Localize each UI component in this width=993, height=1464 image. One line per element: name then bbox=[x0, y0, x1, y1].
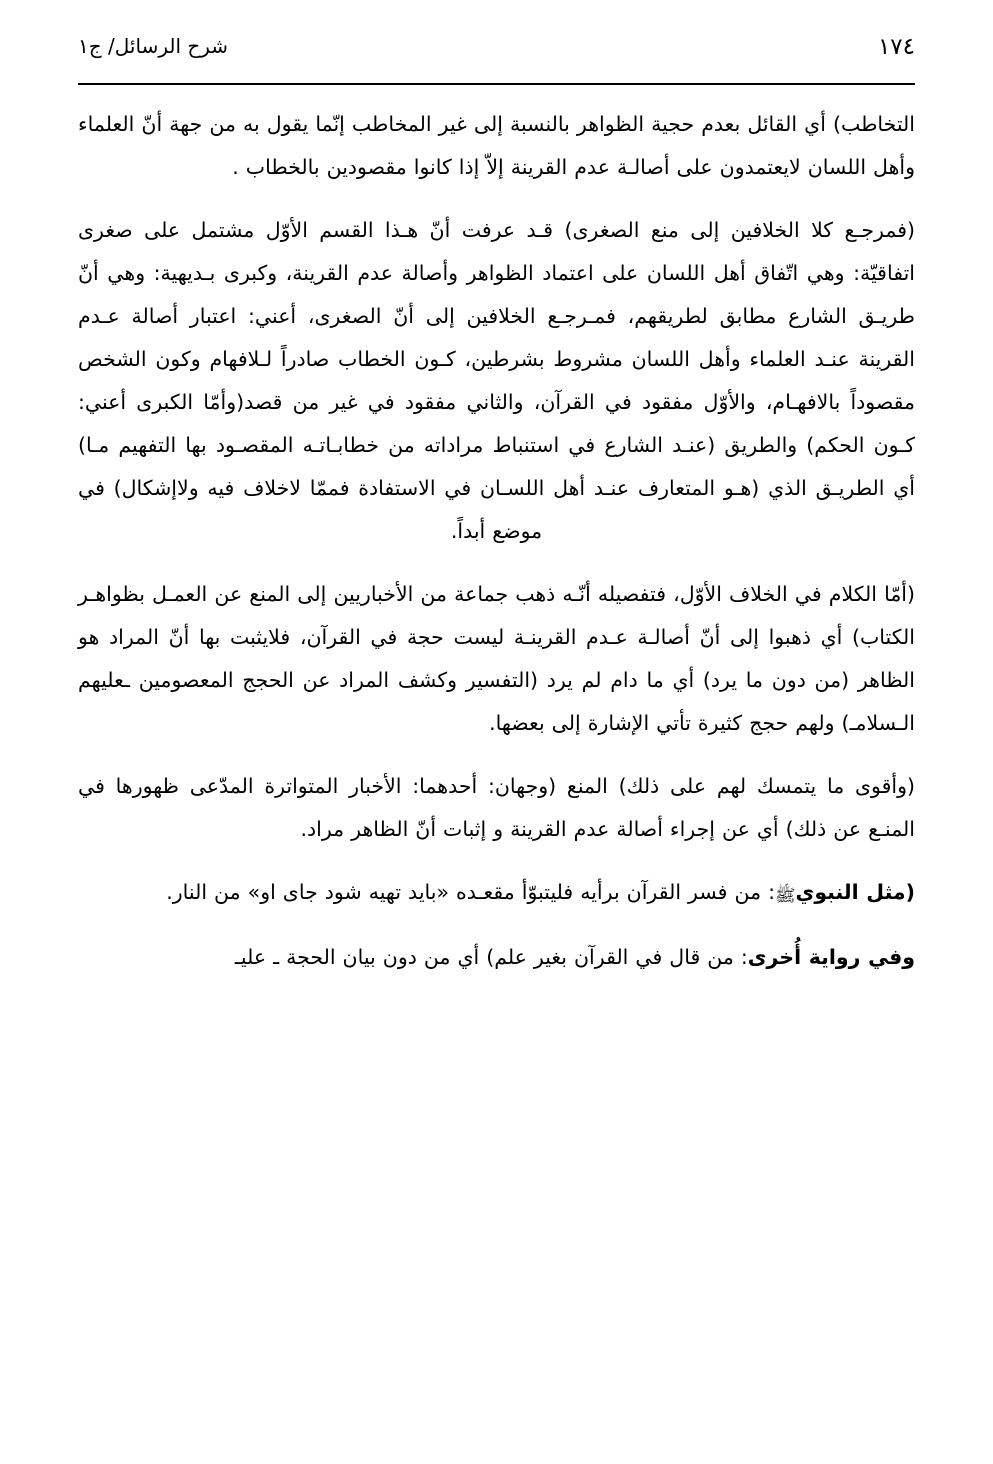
paragraph-3: (أمّا الكلام في الخلاف الأوّل، فتفصيله أنّـه ذهب جماعة من الأخباريين إلى المنع عن العمـل بظواهـر الكتاب) أي ذهبوا إلى أنّ أصالـة عـدم القرينـة ليست حجة في القرآن، فلايثبت بها أنّ المراد هو الظاهر (من دون ما يرد) أي ما دام لم يرد (التفسير وكشف المراد عن الحجج المعصومين ـعليهم الـسلامـ) ولهم حجج كثيرة تأتي الإشارة إلى بعضها. bbox=[78, 582, 915, 735]
page-body bbox=[78, 103, 915, 1444]
book-title: شرح الرسائل/ ج١ bbox=[78, 34, 229, 58]
sallallahu-icon: ﷺ bbox=[774, 886, 796, 906]
page-header bbox=[78, 34, 915, 80]
hadith-2-text: : من قال في القرآن بغير علم) أي من دون بيان الحجة ـ علیـ bbox=[234, 945, 748, 969]
hadith-paragraph-2 bbox=[78, 936, 915, 979]
hadith-1-text: : من فسر القرآن برأيه فليتبوّأ مقعـده «باید تهیه شود جای او» من النار. bbox=[166, 880, 775, 904]
paragraph-1: التخاطب) أي القائل بعدم حجية الظواهر بالنسبة إلى غير المخاطب إنّما يقول به من جهة أنّ العلماء وأهل اللسان لايعتمدون على أصالـة عدم القرينة إلاّ إذا كانوا مقصودين بالخطاب . bbox=[78, 112, 915, 179]
paragraph-4: (وأقوى ما يتمسك لهم على ذلك) المنع (وجهان: أحدهما: الأخبار المتواترة المدّعى ظهورها في المنـع عن ذلك) أي عن إجراء أصالة عدم القرينة و إثبات أنّ الظاهر مراد. bbox=[78, 774, 915, 841]
header-divider bbox=[78, 83, 915, 85]
page-number: ١٧٤ bbox=[877, 34, 915, 60]
hadith-1-label: (مثل النبوي bbox=[795, 880, 915, 904]
paragraph-2: (فمرجـع كلا الخلافين إلى منع الصغرى) قـد عرفت أنّ هـذا القسم الأوّل مشتمل على صغرى اتفاقيّة: وهي اتّفاق أهل اللسان على اعتماد الظواهر وأصالة عدم القرينة، وكبرى بـديهية: وهي أنّ طريـق الشارع مطابق لطريقهم، فمـرجـع الخلافين إلى أنّ الصغرى، أعني: اعتبار أصالة عـدم القرينة عنـد العلماء وأهل اللسان مشروط بشرطين، كـون الخطاب صادراً لـلافهام وكون الشخص مقصوداً بالافهـام، والأوّل مفقود في القرآن، والثاني مفقود في غير من قصد(وأمّا الكبرى أعني: كـون الحكم) والطريق (عنـد الشارع في استنباط مراداته من خطابـاتـه المقصـود بها التفهيم مـا) أي الطريـق الذي (هـو المتعارف عنـد أهل اللسـان في الاستفادة فممّا لاخلاف فيه ولاإشكال) في موضع أبداً. bbox=[78, 218, 915, 543]
hadith-2-label: وفي رواية أُخرى bbox=[747, 945, 915, 969]
hadith-paragraph-1 bbox=[78, 871, 915, 916]
